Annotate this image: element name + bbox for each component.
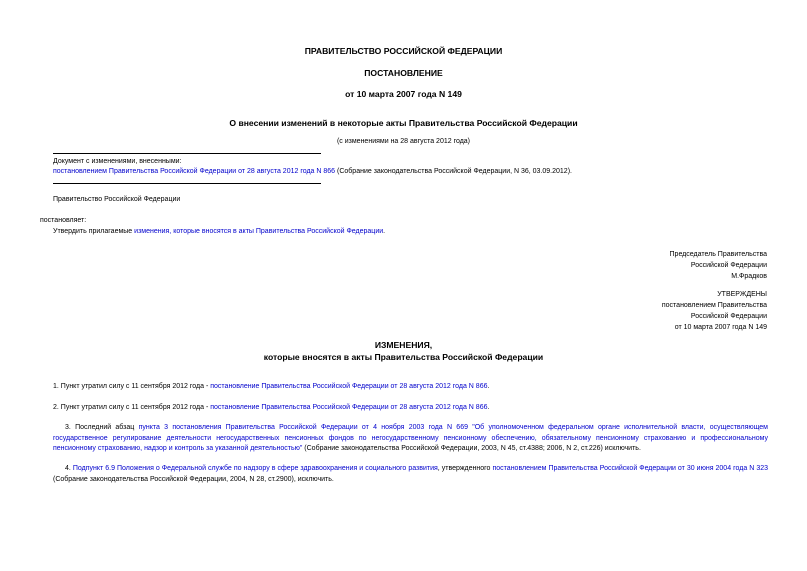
changes-line	[53, 167, 572, 177]
item-2-text: 2. Пункт утратил силу с 11 сентября 2012 года -	[53, 404, 211, 411]
changes-heading: ИЗМЕНЕНИЯ,	[374, 340, 433, 350]
approve-end: .	[383, 228, 386, 235]
changes-tail: (Собрание законодательства Российской Федерации, N 36, 03.09.2012).	[335, 168, 572, 175]
signature-name: М.Фрадков	[731, 273, 767, 280]
doc-date-number: от 10 марта 2007 года N 149	[345, 89, 462, 99]
item-4	[53, 464, 768, 485]
signature-block	[670, 249, 767, 282]
government-line: Правительство Российской Федерации	[53, 196, 181, 203]
item-2-end: .	[487, 404, 490, 411]
item-4-link-1[interactable]: Подпункт 6.9 Положения о Федеральной службе по надзору в сфере здравоохранения и социального развития	[72, 465, 438, 472]
approved-heading: УТВЕРЖДЕНЫ	[717, 291, 767, 298]
approve-text: Утвердить прилагаемые	[53, 228, 135, 235]
approve-link[interactable]: изменения, которые вносятся в акты Правительства Российской Федерации	[134, 228, 384, 235]
government-heading: ПРАВИТЕЛЬСТВО РОССИЙСКОЙ ФЕДЕРАЦИИ	[304, 46, 503, 56]
changes-subheading: которые вносятся в акты Правительства Российской Федерации	[263, 352, 544, 362]
signature-org: Российской Федерации	[690, 262, 767, 269]
doc-title: О внесении изменений в некоторые акты Правительства Российской Федерации	[229, 118, 578, 128]
approve-paragraph	[53, 227, 385, 237]
changes-intro: Документ с изменениями, внесенными:	[53, 158, 182, 165]
item-4-link-2[interactable]: постановлением Правительства Российской Федерации от 30 июня 2004 года N 323	[492, 465, 768, 472]
divider-top	[53, 153, 321, 154]
item-1	[53, 382, 489, 392]
item-4-mid: , утвержденного	[437, 465, 493, 472]
item-3	[53, 423, 768, 455]
item-4-end: (Собрание законодательства Российской Федерации, 2004, N 28, ст.2900), исключить.	[53, 475, 334, 483]
approved-block	[662, 289, 767, 333]
item-1-link[interactable]: постановление Правительства Российской Федерации от 28 августа 2012 года N 866	[210, 383, 488, 390]
item-2-link[interactable]: постановление Правительства Российской Федерации от 28 августа 2012 года N 866	[210, 404, 488, 411]
approved-org: Российской Федерации	[690, 313, 767, 320]
approved-by: постановлением Правительства	[661, 302, 767, 309]
doc-type-heading: ПОСТАНОВЛЕНИЕ	[364, 68, 443, 78]
item-1-end: .	[487, 383, 490, 390]
amended-note: (с изменениями на 28 августа 2012 года)	[336, 138, 471, 145]
decrees-word: постановляет:	[40, 217, 87, 224]
item-3-link[interactable]: пункта 3 постановления Правительства Российской Федерации от 4 ноября 2003 года N 669 "Об уполномоченном федеральном органе исполнительной власти, осуществляющем государственное регулирование деятельности негосударственных пенсионных фондов по негосударственному пенсионному обеспечению, обязательному пенсионному страхованию и профессиональному пенсионному страхованию, надзор и контроль за указанной деятельностью"	[53, 424, 768, 453]
item-2	[53, 403, 489, 413]
changes-link[interactable]: постановлением Правительства Российской Федерации от 28 августа 2012 года N 866	[53, 168, 336, 175]
approved-date: от 10 марта 2007 года N 149	[674, 324, 767, 331]
item-1-text: 1. Пункт утратил силу с 11 сентября 2012 года -	[53, 383, 211, 390]
divider-bottom	[53, 183, 321, 184]
item-3-text: 3. Последний абзац	[65, 424, 139, 431]
item-3-end: (Собрание законодательства Российской Федерации, 2003, N 45, ст.4388; 2006, N 2, ст.226) исключить.	[302, 445, 641, 453]
item-4-num: 4.	[65, 465, 73, 472]
signature-title: Председатель Правительства	[669, 251, 767, 258]
